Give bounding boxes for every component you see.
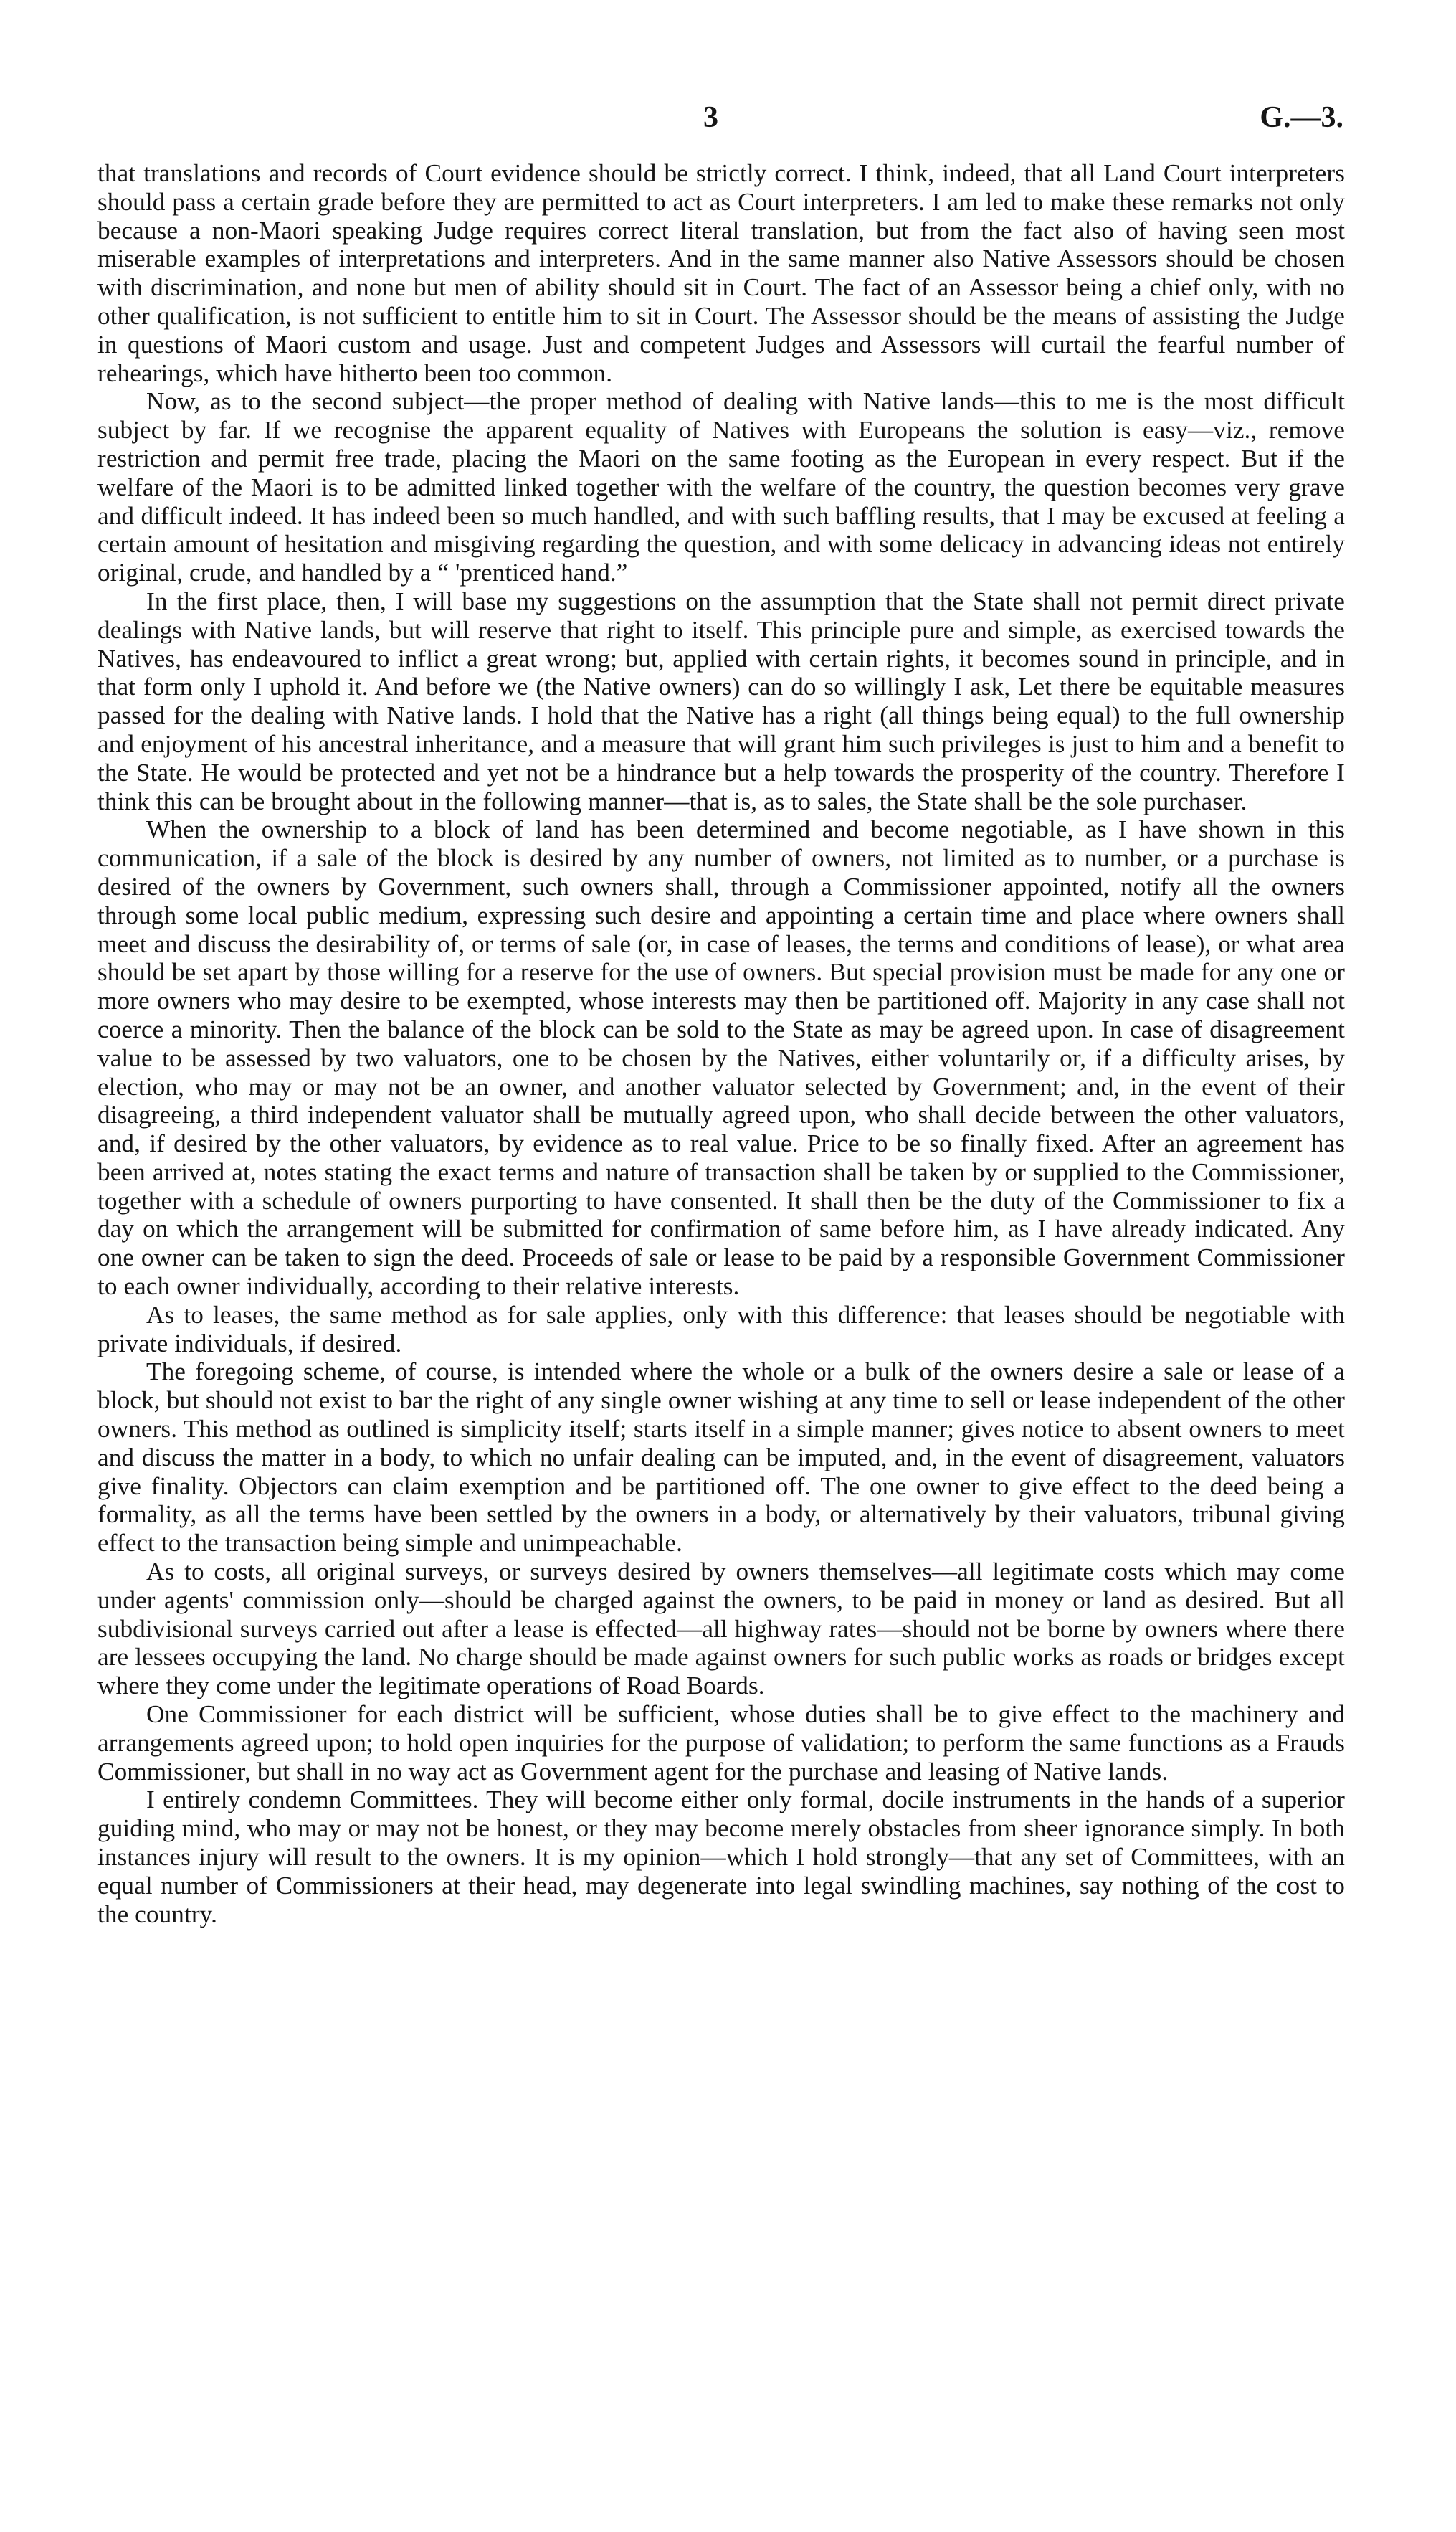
paragraph: As to leases, the same method as for sale applies, only with this difference: that leases should be negotiable with private individuals, if desired.: [97, 1300, 1345, 1357]
document-reference: G.—3.: [1260, 101, 1343, 134]
paragraph: One Commissioner for each district will be sufficient, whose duties shall be to give effect to the machinery and arrangements agreed upon; to hold open inquiries for the purpose of validation; to perform the same functions as a Frauds Commissioner, but shall in no way act as Government agent for the purchase and leasing of Native lands.: [97, 1700, 1345, 1786]
paragraph: The foregoing scheme, of course, is intended where the whole or a bulk of the owners desire a sale or lease of a block, but should not exist to bar the right of any single owner wishing at any time to sell or lease independent of the other owners. This method as outlined is simplicity itself; starts itself in a simple manner; gives notice to absent owners to meet and discuss the matter in a body, to which no unfair dealing can be imputed, and, in the event of disagreement, valuators give finality. Objectors can claim exemption and be partitioned off. The one owner to give effect to the deed being a formality, as all the terms have been settled by the owners in a body, or alternatively by their valuators, tribunal giving effect to the transaction being simple and unimpeachable.: [97, 1357, 1345, 1557]
document-page: [97, 100, 1345, 1928]
page-header: [97, 100, 1345, 159]
page-number: 3: [703, 101, 718, 134]
paragraph: As to costs, all original surveys, or surveys desired by owners themselves—all legitimate costs which may come under agents' commission only—should be charged against the owners, to be paid in money or land as desired. But all subdivisional surveys carried out after a lease is effected—all highway rates—should not be borne by owners where there are lessees occupying the land. No charge should be made against owners for such public works as roads or bridges except where they come under the legitimate operations of Road Boards.: [97, 1557, 1345, 1700]
paragraph: In the first place, then, I will base my suggestions on the assumption that the State shall not permit direct private dealings with Native lands, but will reserve that right to itself. This principle pure and simple, as exercised towards the Natives, has endeavoured to inflict a great wrong; but, applied with certain rights, it becomes sound in principle, and in that form only I uphold it. And before we (the Native owners) can do so willingly I ask, Let there be equitable measures passed for the dealing with Native lands. I hold that the Native has a right (all things being equal) to the full ownership and enjoyment of his ancestral inheritance, and a measure that will grant him such privileges is just to him and a benefit to the State. He would be protected and yet not be a hindrance but a help towards the prosperity of the country. Therefore I think this can be brought about in the following manner—that is, as to sales, the State shall be the sole purchaser.: [97, 587, 1345, 815]
paragraph: I entirely condemn Committees. They will become either only formal, docile instruments in the hands of a superior guiding mind, who may or may not be honest, or they may become merely obstacles from sheer ignorance simply. In both instances injury will result to the owners. It is my opinion—which I hold strongly—that any set of Committees, with an equal number of Commissioners at their head, may degenerate into legal swindling machines, say nothing of the cost to the country.: [97, 1786, 1345, 1928]
body-text: [97, 159, 1345, 1928]
paragraph: Now, as to the second subject—the proper method of dealing with Native lands—this to me is the most difficult subject by far. If we recognise the apparent equality of Natives with Europeans the solution is easy—viz., remove restriction and permit free trade, placing the Maori on the same footing as the European in every respect. But if the welfare of the Maori is to be admitted linked together with the welfare of the country, the question becomes very grave and difficult indeed. It has indeed been so much handled, and with such baffling results, that I may be excused at feeling a certain amount of hesitation and misgiving regarding the question, and with some delicacy in advancing ideas not entirely original, crude, and handled by a “ 'prenticed hand.”: [97, 387, 1345, 587]
paragraph: When the ownership to a block of land has been determined and become negotiable, as I have shown in this communication, if a sale of the block is desired by any number of owners, not limited as to number, or a purchase is desired of the owners by Government, such owners shall, through a Commissioner appointed, notify all the owners through some local public medium, expressing such desire and appointing a certain time and place where owners shall meet and discuss the desirability of, or terms of sale (or, in case of leases, the terms and conditions of lease), or what area should be set apart by those willing for a reserve for the use of owners. But special provision must be made for any one or more owners who may desire to be exempted, whose interests may then be partitioned off. Majority in any case shall not coerce a minority. Then the balance of the block can be sold to the State as may be agreed upon. In case of disagreement value to be assessed by two valuators, one to be chosen by the Natives, either voluntarily or, if a difficulty arises, by election, who may or may not be an owner, and another valuator selected by Government; and, in the event of their disagreeing, a third independent valuator shall be mutually agreed upon, who shall decide between the other valuators, and, if desired by the other valuators, by evidence as to real value. Price to be so finally fixed. After an agreement has been arrived at, notes stating the exact terms and nature of transaction shall be taken by or supplied to the Commissioner, together with a schedule of owners purporting to have consented. It shall then be the duty of the Commissioner to fix a day on which the arrangement will be submitted for confirmation of same before him, as I have already indicated. Any one owner can be taken to sign the deed. Proceeds of sale or lease to be paid by a responsible Government Commissioner to each owner individually, according to their relative interests.: [97, 815, 1345, 1301]
paragraph: that translations and records of Court evidence should be strictly correct. I think, indeed, that all Land Court interpreters should pass a certain grade before they are permitted to act as Court interpreters. I am led to make these remarks not only because a non-Maori speaking Judge requires correct literal translation, but from the fact also of having seen most miserable examples of interpretations and interpreters. And in the same manner also Native Assessors should be chosen with discrimination, and none but men of ability should sit in Court. The fact of an Assessor being a chief only, with no other qualification, is not sufficient to entitle him to sit in Court. The Assessor should be the means of assisting the Judge in questions of Maori custom and usage. Just and competent Judges and Assessors will curtail the fearful number of rehearings, which have hitherto been too common.: [97, 159, 1345, 387]
